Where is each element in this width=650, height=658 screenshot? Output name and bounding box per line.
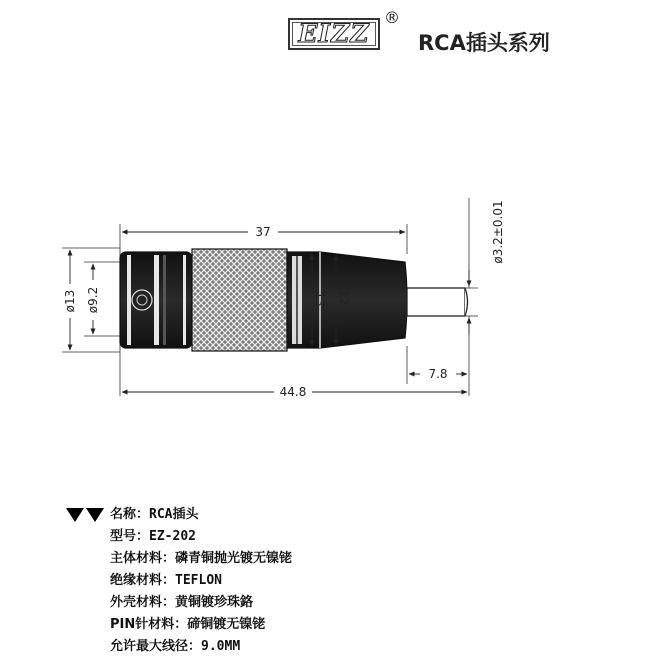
spec-label: 主体材料： <box>110 551 176 566</box>
highlight-band <box>183 255 186 345</box>
spec-row-insulation <box>66 570 626 592</box>
set-screw <box>132 290 152 310</box>
rear-sleeve <box>120 252 192 348</box>
dim-label-7-8: 7.8 <box>428 367 448 381</box>
spec-row-name <box>66 504 626 526</box>
dim-pin-length <box>409 367 467 381</box>
spec-row-body-material <box>66 548 626 570</box>
dim-label-o3-2: ø3.2±0.01 <box>491 200 505 264</box>
page-title: RCA插头系列 <box>418 31 550 55</box>
center-pin <box>407 288 468 316</box>
spec-label: 型号： <box>110 529 150 544</box>
spec-label: 外壳材料： <box>110 595 176 610</box>
dim-label-12: 12 <box>337 290 351 306</box>
spec-row-model <box>66 526 626 548</box>
dim-outer-diameter <box>63 250 77 350</box>
spec-value: EZ-202 <box>149 529 196 544</box>
logo-text: EIZZ <box>298 19 370 48</box>
spec-row-max-cable <box>66 636 626 658</box>
dim-label-37: 37 <box>255 225 271 239</box>
spec-value: 9.0MM <box>201 639 241 654</box>
highlight-band <box>154 255 159 345</box>
registered-mark: ® <box>384 8 400 27</box>
highlight-band <box>127 255 131 345</box>
spec-row-pin-material <box>66 614 626 636</box>
spec-value: TEFLON <box>175 573 222 588</box>
spec-value: 磷青铜抛光镀无镍铑 <box>175 551 293 566</box>
spec-label: PIN针材料： <box>110 617 188 632</box>
spec-value: RCA插头 <box>149 507 199 522</box>
dim-total-length <box>122 385 467 399</box>
dim-label-o9-2: ø9.2 <box>86 286 100 314</box>
spec-value: 黄铜镀珍珠鉻 <box>175 595 254 610</box>
spec-label: 允许最大线径： <box>110 639 202 654</box>
spec-label: 名称： <box>110 507 150 522</box>
dim-label-44-8: 44.8 <box>279 385 307 399</box>
dim-label-13: 13 <box>313 291 327 307</box>
spec-row-shell-material <box>66 592 626 614</box>
knurled-grip <box>192 249 287 351</box>
spec-list <box>66 504 626 658</box>
spec-label: 绝缘材料： <box>110 573 176 588</box>
dim-pin-diameter <box>464 200 505 334</box>
spec-value: 碲铜镀无镍铑 <box>187 617 266 632</box>
dim-label-o13: ø13 <box>63 289 77 313</box>
dim-overall-length <box>122 225 405 239</box>
bullet-arrows-icon <box>66 504 110 526</box>
dim-inner-diameter <box>86 264 100 334</box>
